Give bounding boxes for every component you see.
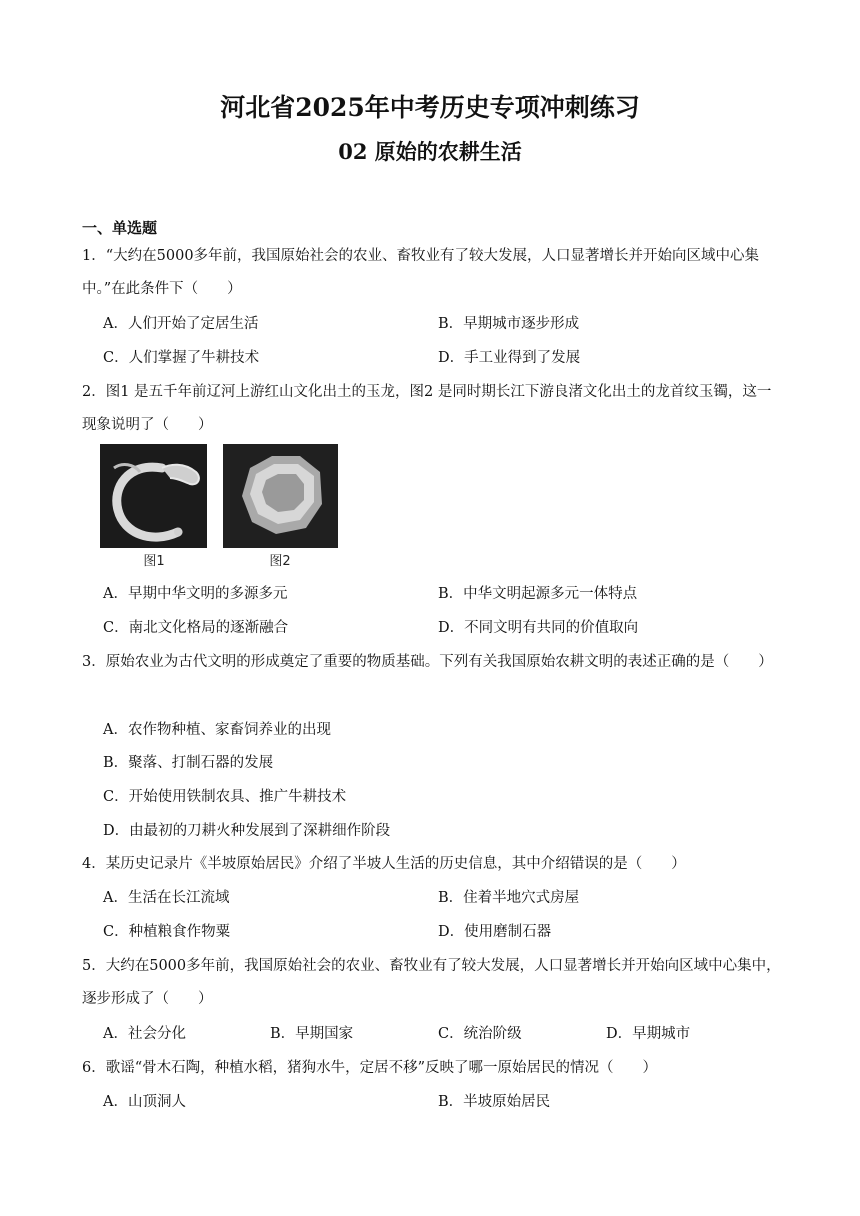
question-4-option-a: A．生活在长江流域 bbox=[103, 890, 230, 906]
question-6-option-b: B．半坡原始居民 bbox=[438, 1094, 551, 1110]
question-1-option-d: D．手工业得到了发展 bbox=[438, 350, 581, 366]
question-5-option-d: D．早期城市 bbox=[606, 1026, 691, 1042]
question-4-option-b: B．住着半地穴式房屋 bbox=[438, 890, 580, 906]
question-2-option-a: A．早期中华文明的多源多元 bbox=[103, 586, 288, 602]
question-1-option-c: C．人们掌握了牛耕技术 bbox=[103, 350, 260, 366]
question-3-option-a: A．农作物种植、家畜饲养业的出现 bbox=[103, 722, 331, 738]
question-3-option-b: B．聚落、打制石器的发展 bbox=[103, 755, 274, 771]
question-1-stem: 1．“大约在5000多年前，我国原始社会的农业、畜牧业有了较大发展，人口显著增长并开始向区域中心集中。”在此条件下（ ） bbox=[82, 248, 760, 297]
question-5-option-c: C．统治阶级 bbox=[438, 1026, 522, 1042]
question-2-figure bbox=[100, 444, 338, 572]
question-2-option-b: B．中华文明起源多元一体特点 bbox=[438, 586, 638, 602]
question-2-stem: 2．图1 是五千年前辽河上游红山文化出土的玉龙，图2 是同时期长江下游良渚文化出土的龙首纹玉镯，这一现象说明了（ ） bbox=[82, 384, 772, 433]
question-4-option-d: D．使用磨制石器 bbox=[438, 924, 552, 940]
question-4-option-c: C．种植粮食作物粟 bbox=[103, 924, 231, 940]
question-6-stem: 6．歌谣“骨木石陶，种植水稻，猪狗水牛，定居不移”反映了哪一原始居民的情况（ ） bbox=[82, 1060, 658, 1076]
question-3-stem: 3．原始农业为古代文明的形成奠定了重要的物质基础。下列有关我国原始农耕文明的表述正确的是（ ） bbox=[82, 654, 773, 670]
question-2-option-d: D．不同文明有共同的价值取向 bbox=[438, 620, 639, 636]
question-3-option-d: D．由最初的刀耕火种发展到了深耕细作阶段 bbox=[103, 823, 391, 839]
question-5-option-b: B．早期国家 bbox=[270, 1026, 354, 1042]
section-heading: 一、单选题 bbox=[82, 219, 158, 237]
question-1-option-a: A．人们开始了定居生活 bbox=[103, 316, 259, 332]
figure-2-caption: 图2 bbox=[269, 554, 291, 569]
question-5-stem: 5．大约在5000多年前，我国原始社会的农业、畜牧业有了较大发展，人口显著增长并开始向区域中心集中，逐步形成了（ ） bbox=[82, 958, 781, 1007]
question-6-option-a: A．山顶洞人 bbox=[103, 1094, 186, 1110]
question-5-option-a: A．社会分化 bbox=[103, 1026, 186, 1042]
jade-bracelet-image bbox=[223, 444, 338, 548]
page-title: 河北省2025年中考历史专项冲刺练习 bbox=[220, 93, 640, 122]
question-1-option-b: B．早期城市逐步形成 bbox=[438, 316, 580, 332]
jade-dragon-image bbox=[100, 444, 207, 548]
question-3-option-c: C．开始使用铁制农具、推广牛耕技术 bbox=[103, 789, 347, 805]
figure-1-caption: 图1 bbox=[143, 554, 165, 569]
page-subtitle: 02 原始的农耕生活 bbox=[338, 139, 522, 164]
question-4-stem: 4．某历史记录片《半坡原始居民》介绍了半坡人生活的历史信息，其中介绍错误的是（ ） bbox=[82, 856, 686, 872]
question-2-option-c: C．南北文化格局的逐渐融合 bbox=[103, 620, 289, 636]
